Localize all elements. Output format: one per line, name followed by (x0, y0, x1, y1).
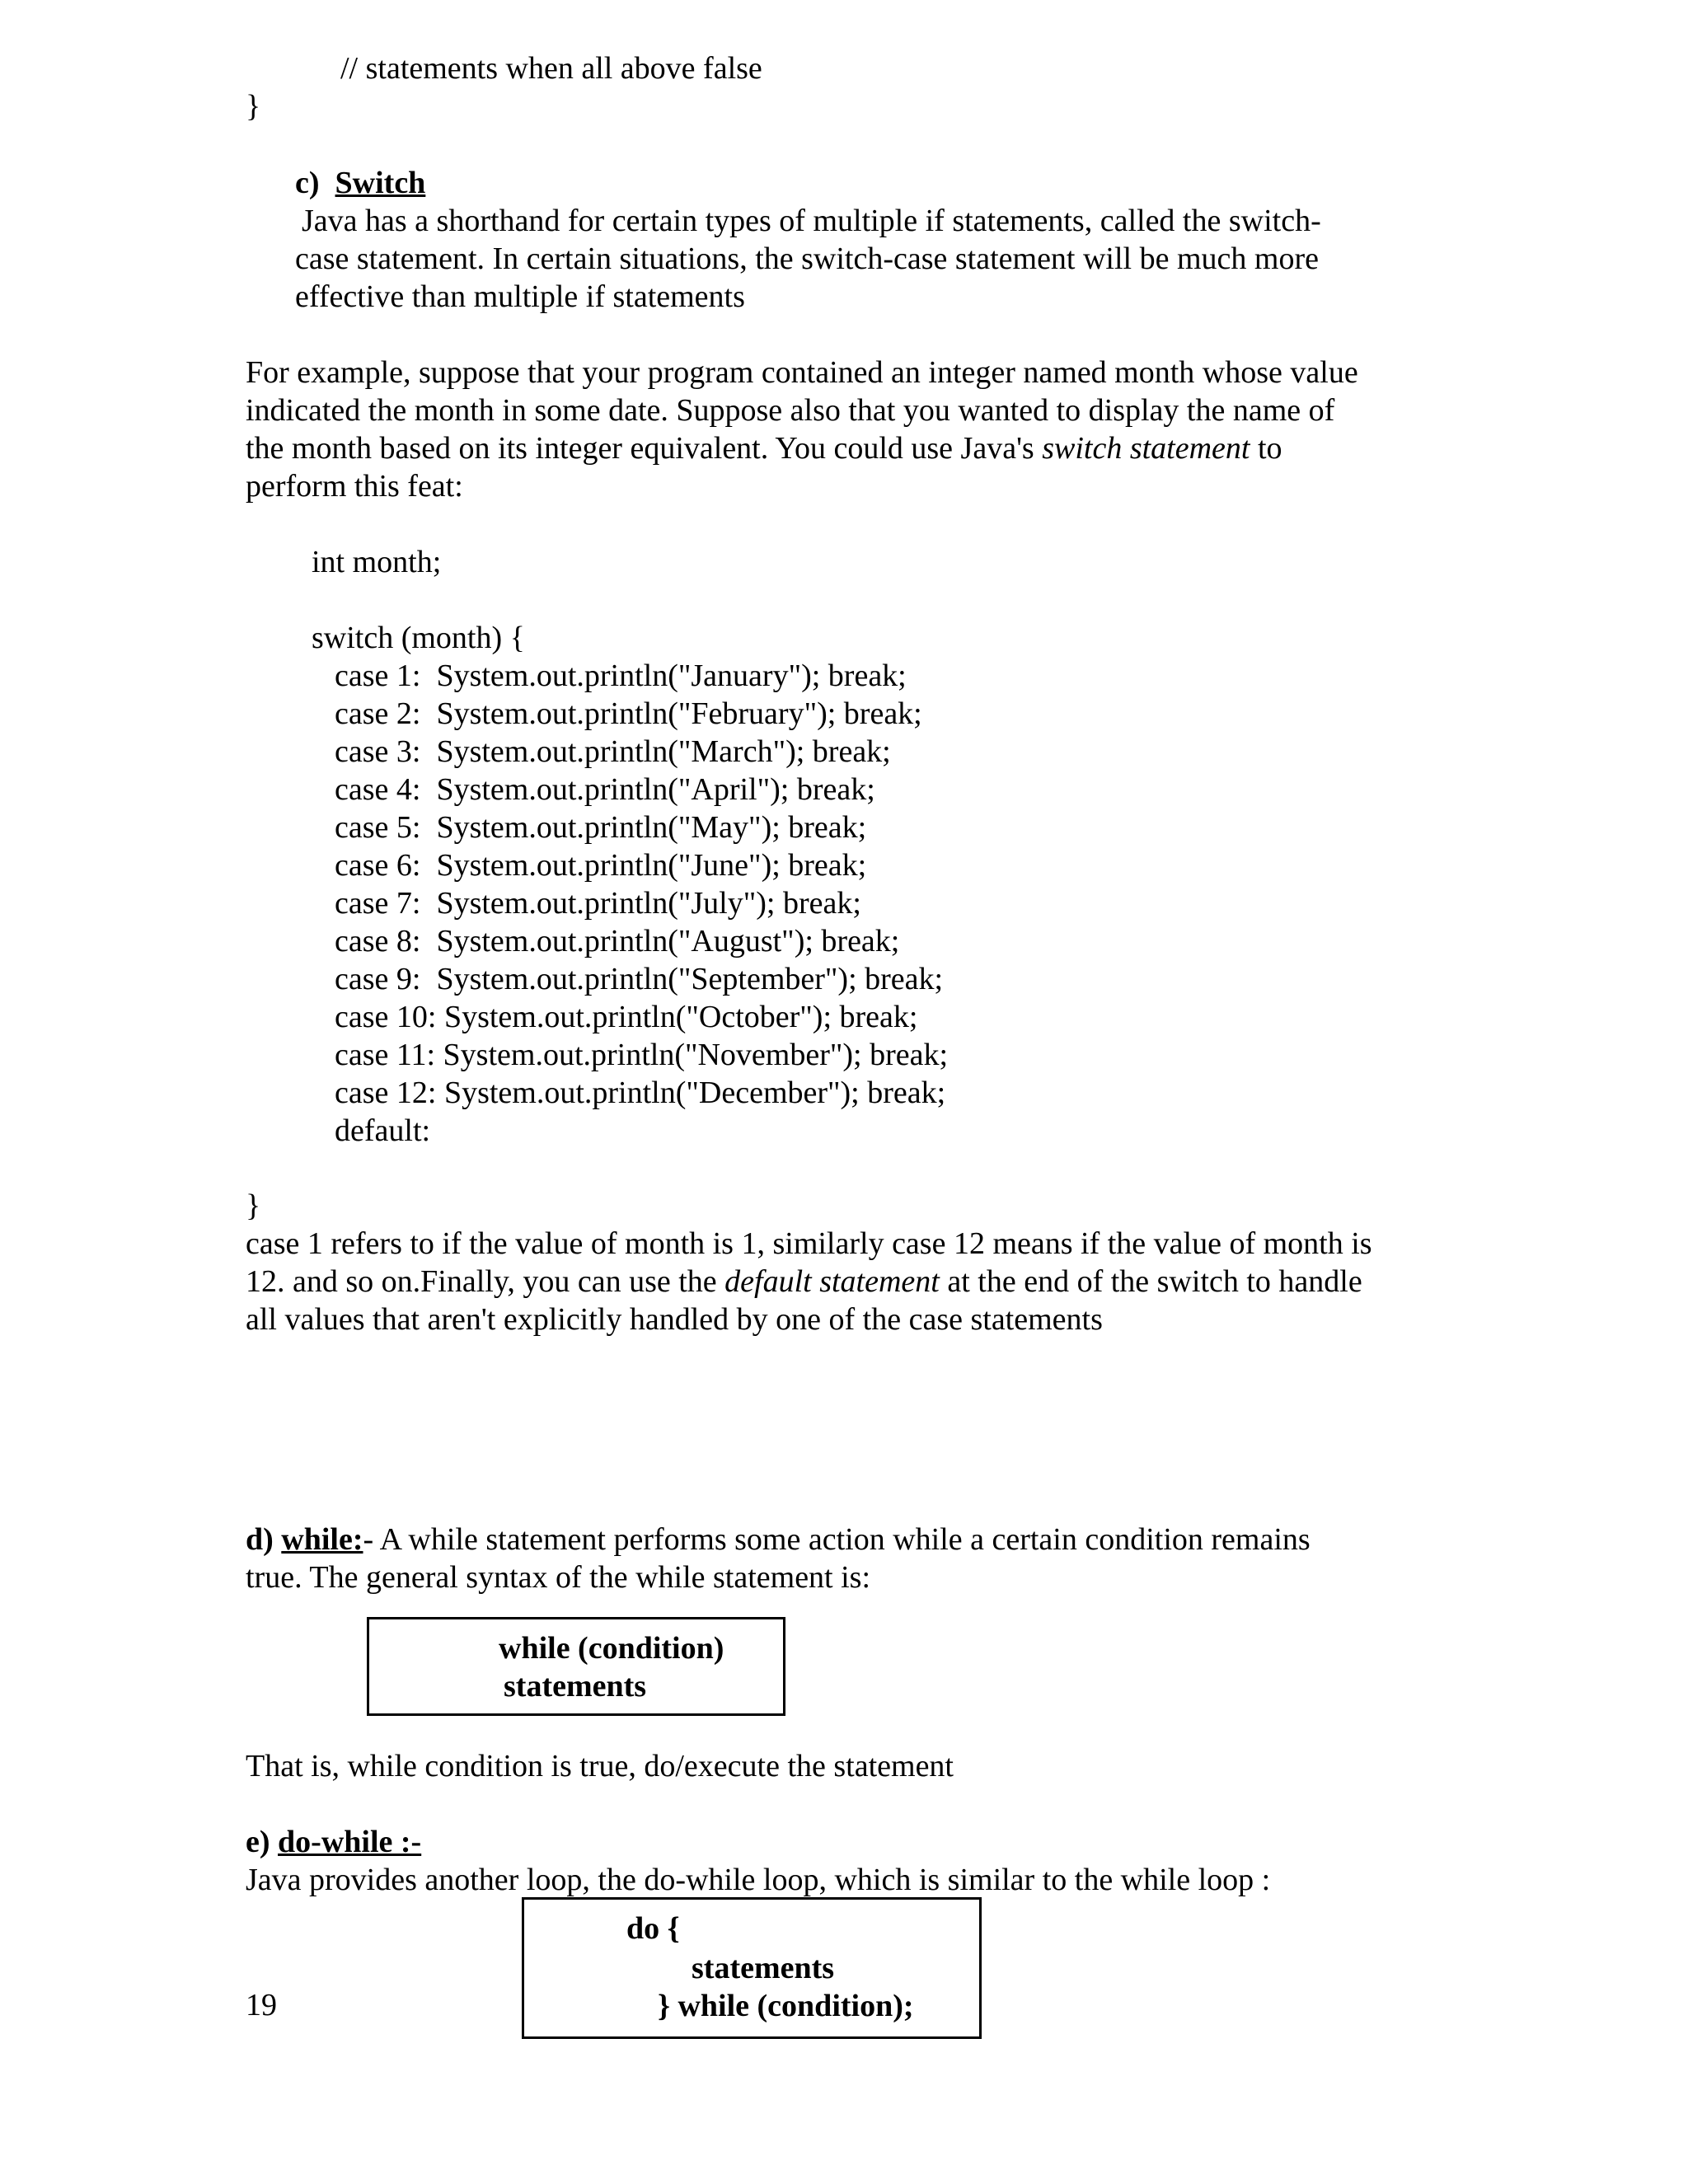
section-d-intro-line-2: true. The general syntax of the while statement is: (246, 1560, 871, 1595)
code-case-line: case 9: System.out.println("September"); break; (335, 962, 944, 996)
section-c-title: Switch (335, 166, 426, 200)
section-c-heading (295, 164, 425, 202)
default-statement-term: default statement (724, 1264, 940, 1299)
closing-brace: } (246, 89, 261, 124)
code-case-line: case 3: System.out.println("March"); break; (335, 734, 891, 769)
section-d-title: while: (281, 1522, 363, 1557)
section-d-intro (246, 1521, 1311, 1558)
code-case-line: case 11: System.out.println("November"); break; (335, 1038, 949, 1072)
code-case-line: case 7: System.out.println("July"); break; (335, 886, 861, 921)
while-syntax-box (367, 1617, 785, 1716)
explanation-line-2-pre: 12. and so on.Finally, you can use the (246, 1264, 725, 1299)
section-c-marker: c) (295, 166, 320, 200)
explanation-line-3: all values that aren't explicitly handled by one of the case statements (246, 1302, 1103, 1337)
code-case-line: case 1: System.out.println("January"); break; (335, 658, 907, 693)
do-while-syntax-box (522, 1897, 982, 2039)
example-line-3 (246, 429, 1282, 467)
code-switch-open: switch (month) { (312, 621, 525, 655)
code-default-line: default: (335, 1113, 431, 1148)
example-line-4: perform this feat: (246, 469, 463, 504)
explanation-line-2-post: at the end of the switch to handle (939, 1264, 1362, 1299)
explanation-line-2 (246, 1263, 1362, 1301)
code-switch-close: } (246, 1188, 261, 1223)
section-e-heading (246, 1823, 421, 1861)
do-while-syntax-line-2: statements (692, 1951, 835, 1985)
code-case-line: case 5: System.out.println("May"); break; (335, 810, 867, 845)
while-syntax-line-2: statements (504, 1669, 647, 1704)
example-line-3-post: to (1250, 431, 1282, 466)
section-e-title: do-while :- (278, 1825, 422, 1859)
code-case-line: case 4: System.out.println("April"); break; (335, 772, 875, 807)
do-while-syntax-line-1: do { (626, 1911, 680, 1946)
page-number: 19 (246, 1988, 277, 2022)
section-d-after: That is, while condition is true, do/execute the statement (246, 1749, 954, 1783)
section-e-marker: e) (246, 1825, 270, 1859)
section-d-intro-rest: - A while statement performs some action while a certain condition remains (363, 1522, 1311, 1557)
section-c-body-line-2: case statement. In certain situations, the switch-case statement will be much more (295, 241, 1319, 276)
do-while-syntax-line-3: } while (condition); (658, 1989, 914, 2023)
example-line-1: For example, suppose that your program contained an integer named month whose value (246, 355, 1358, 390)
example-line-3-pre: the month based on its integer equivalent. You could use Java's (246, 431, 1043, 466)
code-case-line: case 10: System.out.println("October"); break; (335, 1000, 918, 1034)
code-case-line: case 2: System.out.println("February"); break; (335, 696, 922, 731)
explanation-line-1: case 1 refers to if the value of month is 1, similarly case 12 means if the value of month is (246, 1226, 1372, 1261)
comment-line: // statements when all above false (340, 51, 762, 86)
example-line-2: indicated the month in some date. Suppose also that you wanted to display the name of (246, 393, 1335, 428)
code-case-line: case 8: System.out.println("August"); break; (335, 924, 900, 958)
section-c-body-line-3: effective than multiple if statements (295, 279, 745, 314)
code-case-line: case 6: System.out.println("June"); break; (335, 848, 867, 883)
code-case-line: case 12: System.out.println("December"); break; (335, 1076, 946, 1110)
switch-statement-term: switch statement (1042, 431, 1250, 466)
while-syntax-line-1: while (condition) (499, 1631, 724, 1666)
code-declaration: int month; (312, 545, 442, 579)
section-c-body-line-1: Java has a shorthand for certain types of multiple if statements, called the switch- (302, 204, 1321, 238)
section-e-intro: Java provides another loop, the do-while loop, which is similar to the while loop : (246, 1863, 1271, 1897)
section-d-marker: d) (246, 1522, 274, 1557)
